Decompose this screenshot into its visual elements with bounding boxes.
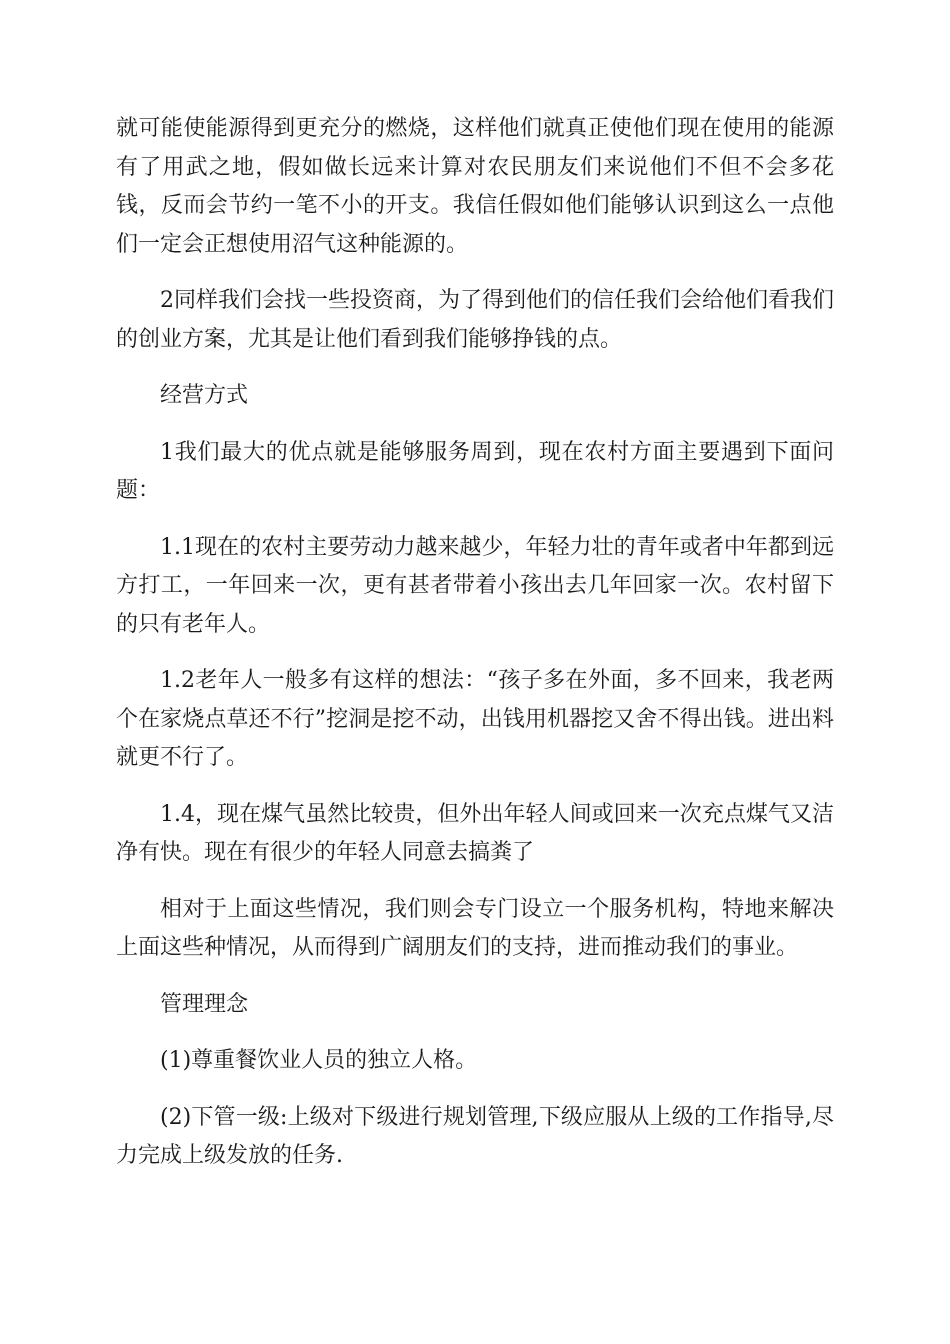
section-heading-management: 管理理念	[160, 991, 249, 1017]
paragraph-service-intro: 1我们最大的优点就是能够服务周到，现在农村方面主要遇到下面问题：	[116, 439, 834, 503]
paragraph-item-1-4: 1.4，现在煤气虽然比较贵，但外出年轻人间或回来一次充点煤气又洁净有快。现在有很少的年轻人同意去搞粪了	[116, 801, 834, 865]
section-heading-operation: 经营方式	[160, 383, 249, 408]
paragraph-item-1-2: 1.2老年人一般多有这样的想法：“孩子多在外面，多不回来，我老两个在家烧点草还不行”挖洞是挖不动，出钱用机器挖又舍不得出钱。进出料就更不行了。	[116, 668, 834, 770]
paragraph-principle-1: (1)尊重餐饮业人员的独立人格。	[160, 1048, 478, 1073]
paragraph-item-1-1: 1.1现在的农村主要劳动力越来越少，年轻力壮的青年或者中年都到远方打工，一年回来一次，更有甚者带着小孩出去几年回家一次。农村留下的只有老年人。	[116, 534, 834, 637]
paragraph-investors: 2同样我们会找一些投资商，为了得到他们的信任我们会给他们看我们的创业方案，尤其是让他们看到我们能够挣钱的点。	[116, 288, 834, 352]
paragraph-principle-2: (2)下管一级:上级对下级进行规划管理,下级应服从上级的工作指导,尽力完成上级发放的任务.	[116, 1104, 834, 1168]
paragraph-service-org: 相对于上面这些情况，我们则会专门设立一个服务机构，特地来解决上面这些种情况，从而得到广阔朋友们的支持，进而推动我们的事业。	[116, 896, 834, 960]
document-body	[116, 110, 834, 1194]
paragraph-continuation: 就可能使能源得到更充分的燃烧，这样他们就真正使他们现在使用的能源有了用武之地，假如做长远来计算对农民朋友们来说他们不但不会多花钱，反而会节约一笔不小的开支。我信任假如他们能够认识到这么一点他们一定会正想使用沼气这种能源的。	[116, 116, 834, 257]
